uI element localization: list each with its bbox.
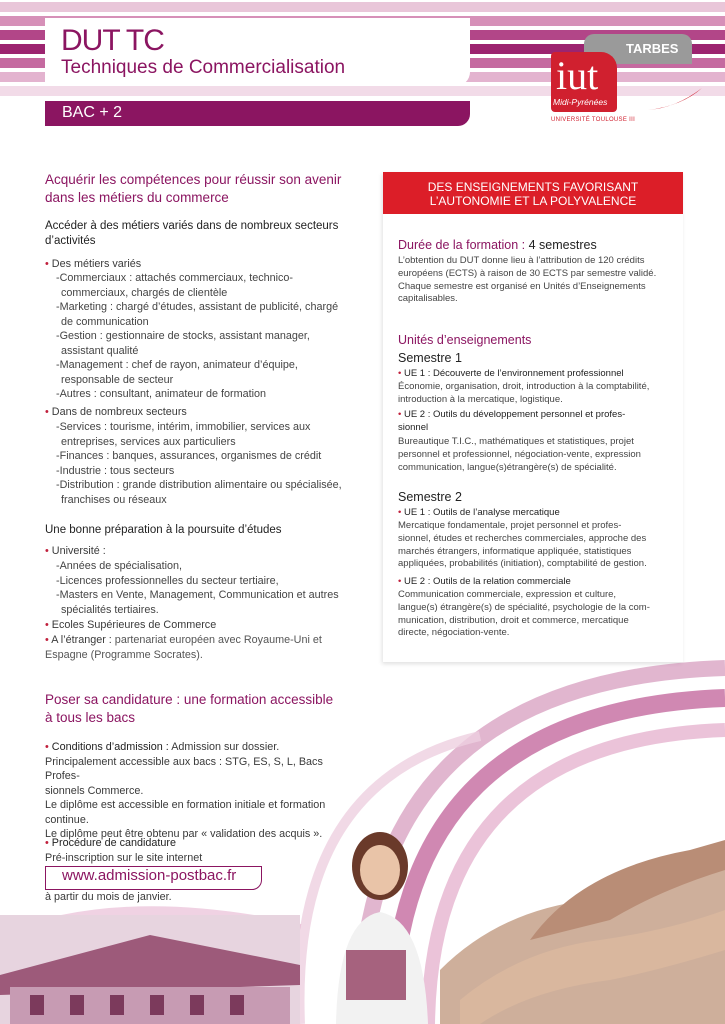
list-item: -Distribution : grande distribution alimentaire ou spécialisée, franchises ou réseaux — [56, 479, 342, 506]
list-item: -Licences professionnelles du secteur tertiaire, — [56, 574, 279, 587]
list-item: -Services : tourisme, intérim, immobilier, services aux entreprises, services aux particuliers — [56, 421, 311, 448]
etranger-item: • A l’étranger : partenariat européen avec Royaume-Uni et Espagne (Programme Socrates). — [45, 634, 322, 661]
list-item: -Gestion : gestionnaire de stocks, assistant manager, assistant qualité — [56, 330, 310, 357]
right-banner-text: DES ENSEIGNEMENTS FAVORISANT L’AUTONOMIE ET LA POLYVALENCE — [427, 180, 639, 208]
jobs-list — [56, 271, 346, 402]
sem1-title: Semestre 1 — [398, 351, 462, 365]
procedure: • Procédure de candidature Pré-inscription sur le site internet — [45, 837, 203, 864]
sem2-ue1: • UE 1 : Outils de l’analyse mercatique — [398, 507, 560, 518]
admission-link[interactable]: www.admission-postbac.fr — [62, 867, 237, 884]
list-item: -Commerciaux : attachés commerciaux, technico- commerciaux, chargés de clientèle — [56, 272, 294, 299]
ecoles-item: • Ecoles Supérieures de Commerce — [45, 619, 217, 631]
list-item: -Industrie : tous secteurs — [56, 464, 175, 477]
sem2-ue1-text: Mercatique fondamentale, projet personnel et profes- sionnel, études et recherches commerciales, approche des marchés étrangers, informatique appliquée, statistiques appliquées, probabilités (initiation), comptabilité de gestion. — [398, 520, 647, 570]
logo-text: iut — [556, 53, 599, 98]
page-subtitle: Techniques de Commercialisation — [61, 57, 346, 78]
list-item: -Management : chef de rayon, animateur d’équipe, responsable de secteur — [56, 359, 298, 386]
sectors-list — [56, 420, 346, 507]
list-item: -Finances : banques, assurances, organismes de crédit — [56, 450, 322, 462]
apply-heading: Poser sa candidature : une formation accessible à tous les bacs — [45, 692, 334, 725]
sem2-title: Semestre 2 — [398, 490, 462, 504]
duree-text: L’obtention du DUT donne lieu à l’attribution de 120 crédits européens (ECTS) à raison de 30 ECTS par semestre validé. Chaque semestre est organisé en Unités d’Enseignements capitalisables. — [398, 255, 657, 305]
list-item: -Années de spécialisation, — [56, 560, 183, 572]
studies-title: Une bonne préparation à la poursuite d’études — [45, 524, 282, 536]
student-photo — [318, 820, 448, 1024]
units-title: Unités d’enseignements — [398, 333, 532, 347]
sem1-ue2: • UE 2 : Outils du développement personnel et profes- sionnel — [398, 409, 626, 433]
campus-label: TARBES — [626, 41, 679, 56]
sectors-head: • Dans de nombreux secteurs — [45, 406, 187, 418]
univ-head: • Université : — [45, 545, 106, 557]
jobs-intro: Accéder à des métiers variés dans de nombreux secteurs d’activités — [45, 220, 339, 247]
duree-title: Durée de la formation : 4 semestres — [398, 238, 597, 252]
list-item: -Autres : consultant, animateur de formation — [56, 388, 267, 400]
handshake-photo — [440, 830, 725, 1024]
univ-list — [56, 559, 346, 617]
intro-heading: Acquérir les compétences pour réussir son avenir dans les métiers du commerce — [45, 172, 342, 205]
sem1-ue1: • UE 1 : Découverte de l’environnement professionnel — [398, 368, 624, 379]
sem2-ue2-text: Communication commerciale, expression et culture, langue(s) étrangère(s) de spécialité, psychologie de la com- munication, distribution, droit et commerce, mercatique directe, négociation-vente. — [398, 589, 650, 639]
list-item: -Masters en Vente, Management, Communication et autres spécialités tertiaires. — [56, 589, 339, 616]
logo-university: UNIVERSITÉ TOULOUSE III — [551, 117, 636, 123]
building-photo — [0, 915, 300, 1024]
sem1-ue2-text: Bureautique T.I.C., mathématiques et statistiques, projet personnel et professionnel, négociation-vente, expression communication, langue(s)étrangère(s) de spécialité. — [398, 436, 641, 473]
after-url: à partir du mois de janvier. — [45, 891, 172, 903]
logo-subtitle: Midi-Pyrénées — [553, 97, 608, 107]
list-item: -Marketing : chargé d’études, assistant de publicité, chargé de communication — [56, 301, 339, 328]
level-label: BAC + 2 — [62, 104, 123, 121]
sem1-ue1-text: Économie, organisation, droit, introduction à la comptabilité, introduction à la mercatique, logistique. — [398, 381, 650, 405]
swoosh-icon — [646, 86, 706, 112]
jobs-head: • Des métiers variés — [45, 258, 142, 270]
conditions: • Conditions d’admission : Admission sur dossier. Principalement accessible aux bacs : STG, ES, S, L, Bacs Profes- sionnels Commerce. Le diplôme est accessible en formation initiale et formation continue. Le diplôme peut être obtenu par « validation des acquis ». — [45, 741, 326, 840]
page-title: DUT TC — [61, 24, 164, 57]
sem2-ue2: • UE 2 : Outils de la relation commerciale — [398, 576, 571, 587]
